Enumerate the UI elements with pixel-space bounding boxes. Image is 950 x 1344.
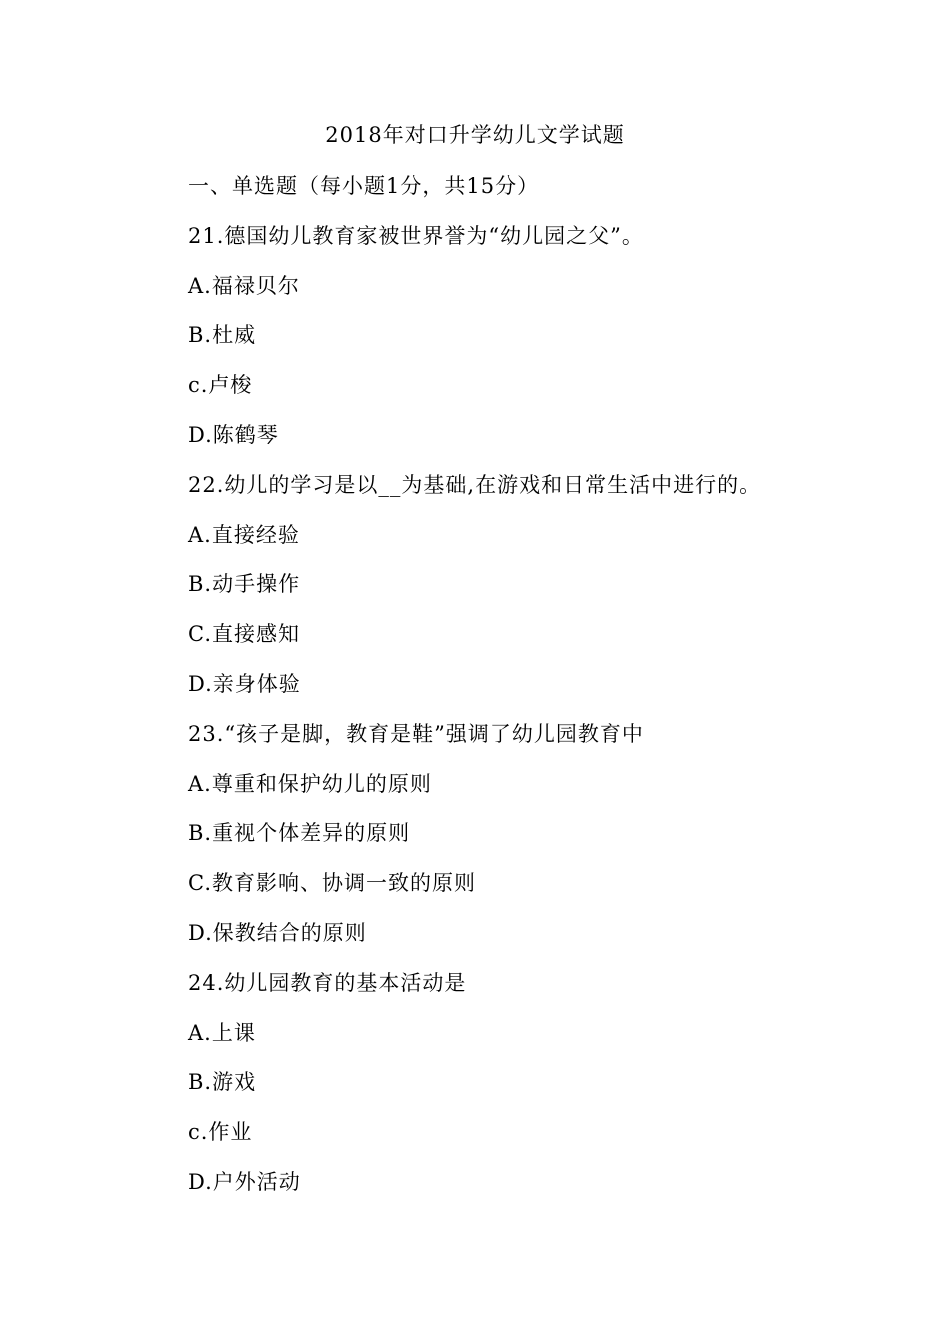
option-text: B.动手操作 (188, 572, 301, 597)
section-heading: 一、单选题（每小题1分，共15分） (188, 174, 540, 198)
option-text: B.重视个体差异的原则 (188, 821, 411, 846)
option-text: A.上课 (188, 1020, 256, 1045)
option-text: B.游戏 (188, 1070, 257, 1095)
option-text: A.直接经验 (188, 522, 300, 547)
document-title: 2018年对口升学幼儿文学试题 (325, 123, 625, 147)
option-text: D.保教结合的原则 (188, 920, 367, 945)
question-list (188, 171, 908, 1217)
question-stem: 23.“孩子是脚，教育是鞋”强调了幼儿园教育中 (188, 721, 644, 746)
option-text: D.户外活动 (188, 1169, 301, 1194)
question-stem: 21.德国幼儿教育家被世界誉为“幼儿园之父”。 (188, 223, 644, 248)
option-text: c.卢梭 (188, 373, 253, 398)
option-text: D.亲身体验 (188, 671, 301, 696)
option-text: B.杜威 (188, 323, 257, 348)
option-text: A.福禄贝尔 (188, 273, 300, 298)
option-text: c.作业 (188, 1120, 253, 1145)
option-text: A.尊重和保护幼儿的原则 (188, 771, 432, 796)
question-stem: 22.幼儿的学习是以__为基础,在游戏和日常生活中进行的。 (188, 472, 762, 497)
option-text: C.直接感知 (188, 622, 300, 647)
option-text: D.陈鹤琴 (188, 422, 279, 447)
option-text: C.教育影响、协调一致的原则 (188, 871, 476, 896)
question-stem: 24.幼儿园教育的基本活动是 (188, 970, 467, 995)
